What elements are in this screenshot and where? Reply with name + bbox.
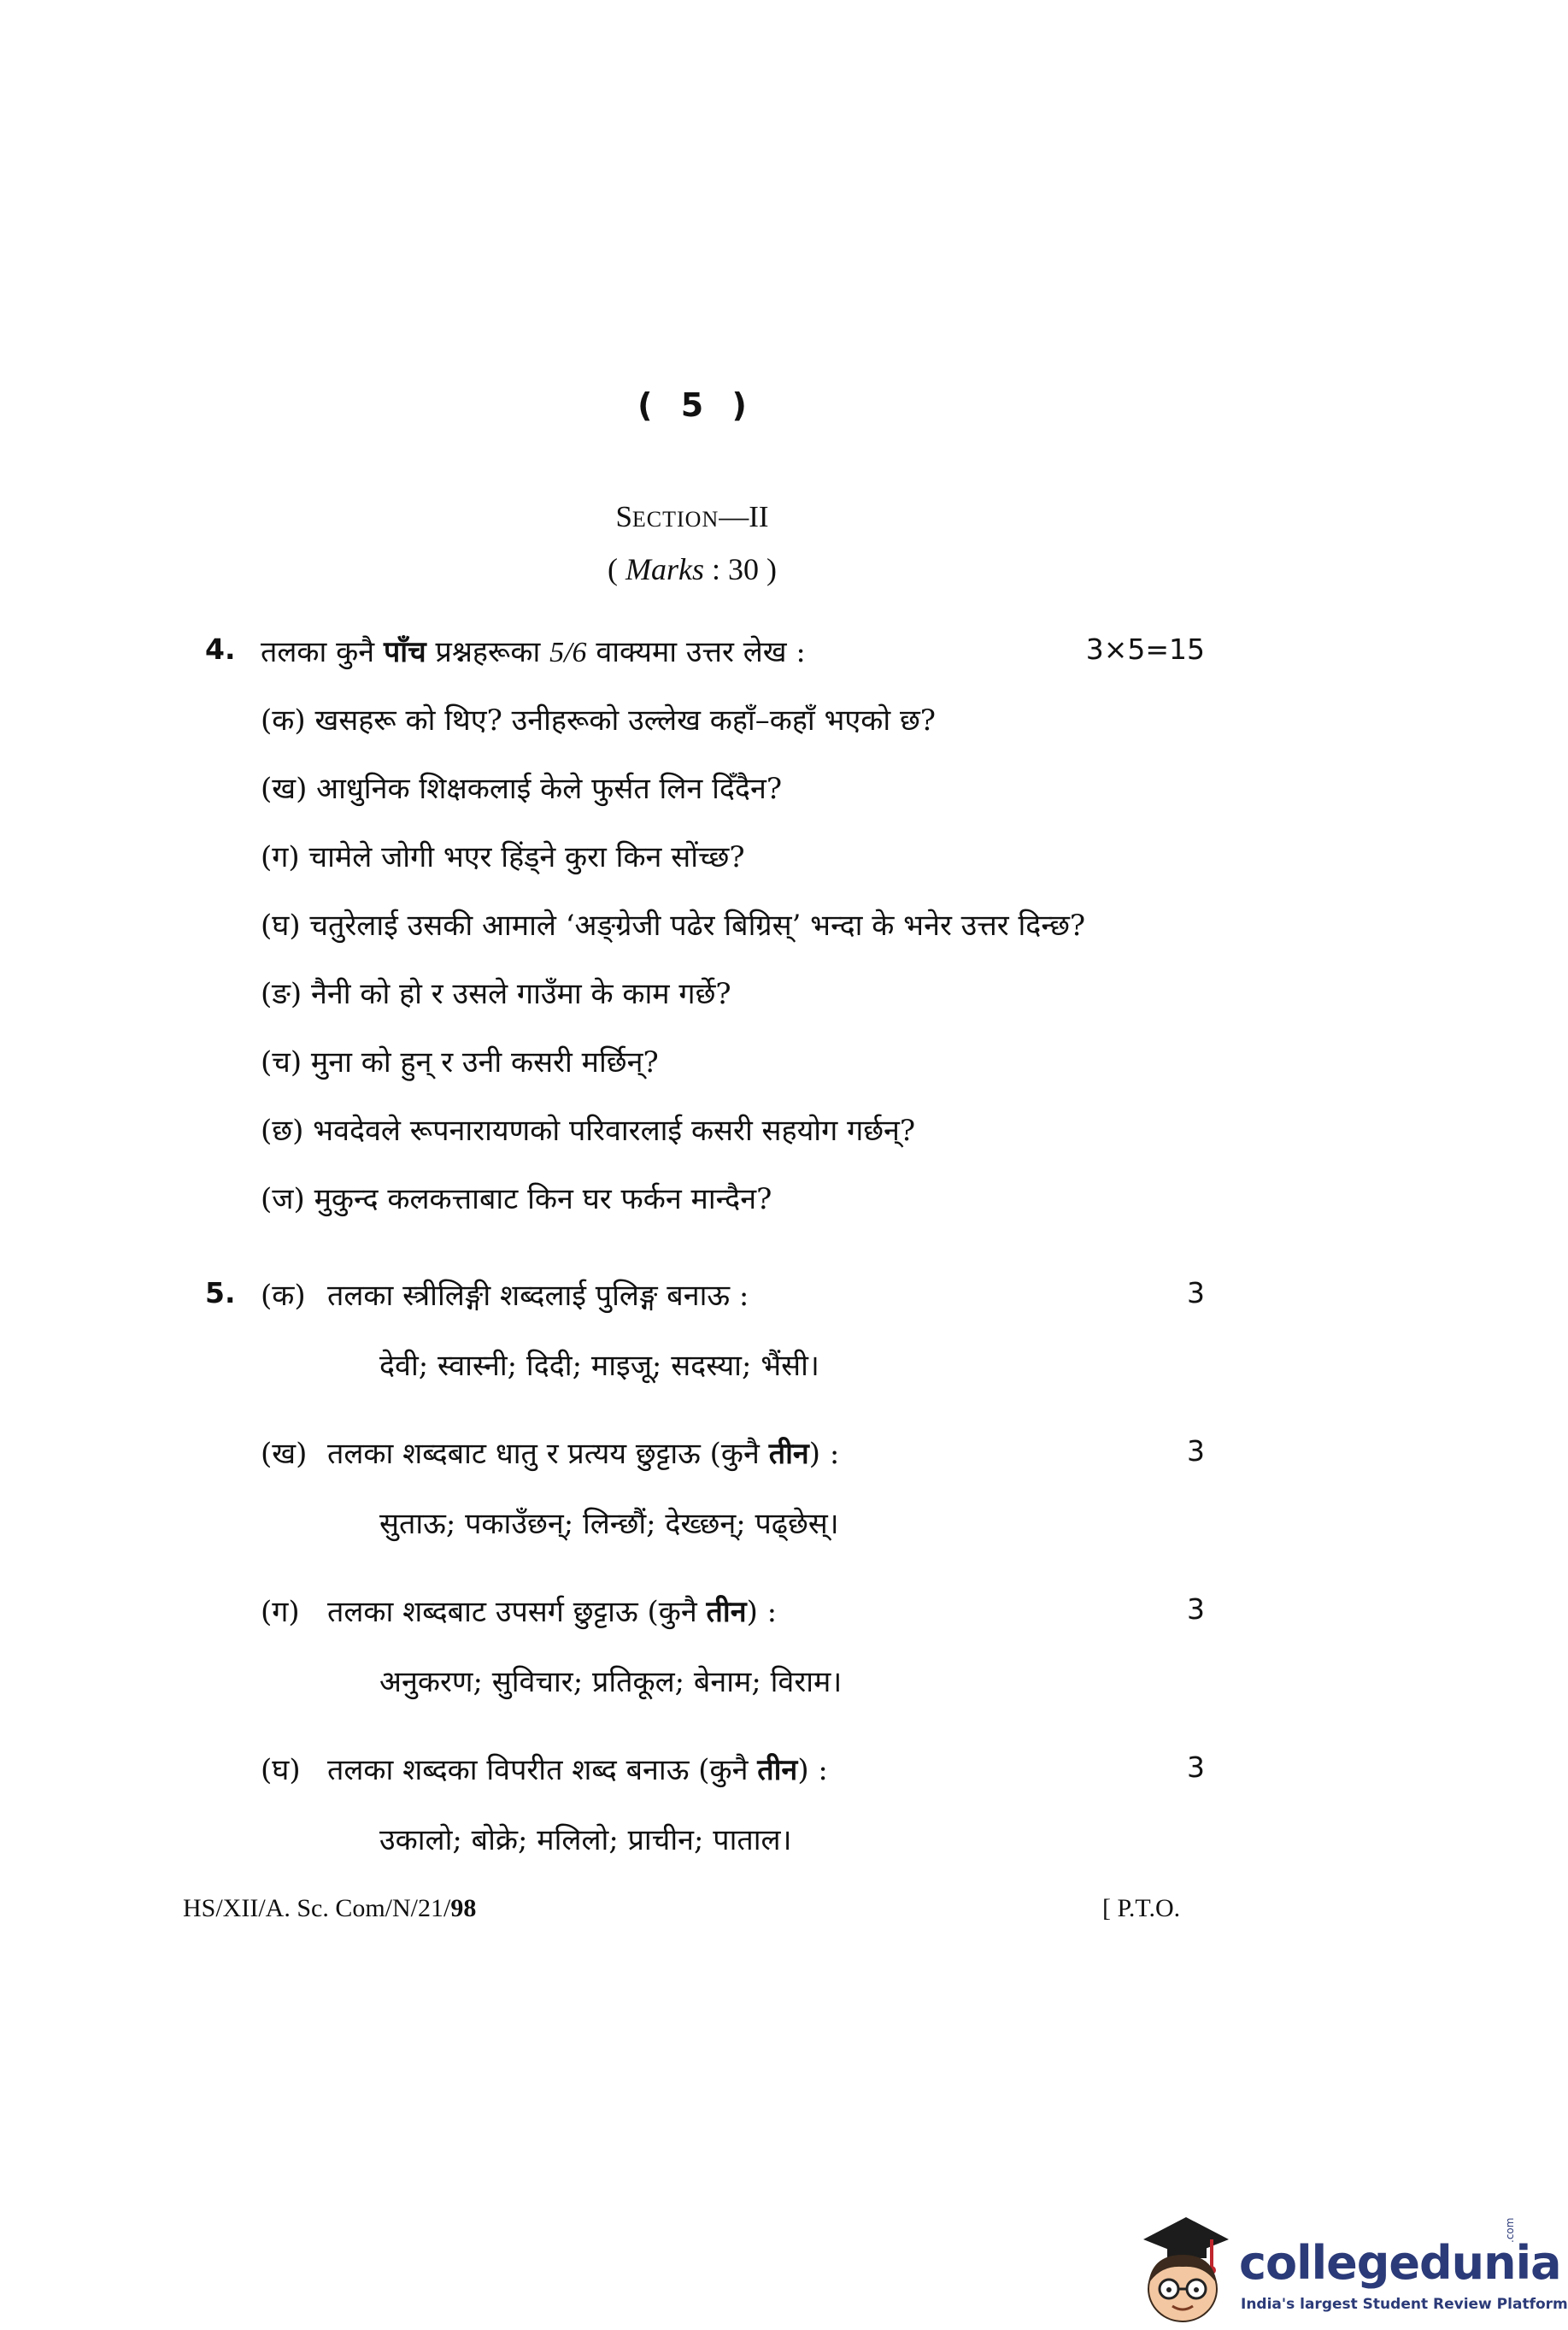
question-5b-marks: 3	[1187, 1434, 1205, 1468]
question-4-item: (ज) मुकुन्द कलकत्ताबाट किन घर फर्कन मान्दैन?	[261, 1182, 772, 1216]
student-mascot-icon	[1126, 2205, 1237, 2325]
question-4-item: (क) खसहरू को थिए? उनीहरूको उल्लेख कहाँ–कहाँ भएको छ?	[261, 703, 937, 738]
question-4-instruction: तलका कुनै पाँच प्रश्नहरूका 5/6 वाक्यमा उत्तर लेख :	[261, 635, 806, 669]
question-4-item: (ख) आधुनिक शिक्षकलाई केले फुर्सत लिन दिँदैन?	[261, 772, 783, 806]
question-5b-label: (ख)	[261, 1437, 308, 1471]
question-5a-instruction: तलका स्त्रीलिङ्गी शब्दलाई पुलिङ्ग बनाऊ :	[327, 1279, 749, 1313]
pto-label: [ P.T.O.	[1102, 1894, 1181, 1922]
question-4-item: (ग) चामेले जोगी भएर हिंड्ने कुरा किन सोंच्छ?	[261, 840, 745, 874]
question-5a-marks: 3	[1187, 1276, 1205, 1309]
question-5c-label: (ग)	[261, 1595, 300, 1629]
brand-tagline: India's largest Student Review Platform	[1241, 2296, 1568, 2313]
brand-domain: .com	[1504, 2217, 1516, 2243]
question-5d-words: उकालो; बोक्रे; मलिलो; प्राचीन; पाताल।	[379, 1823, 792, 1857]
section-marks: ( Marks : 30 )	[608, 552, 777, 586]
collegedunia-logo	[1126, 2205, 1568, 2325]
question-5c-marks: 3	[1187, 1592, 1205, 1626]
question-5-number: 5.	[205, 1276, 236, 1309]
question-5b-words: सुताऊ; पकाउँछन्; लिन्छौं; देख्छन्; पढ्छेस्।	[379, 1507, 839, 1541]
question-5c-instruction: तलका शब्दबाट उपसर्ग छुट्टाऊ (कुनै तीन) :	[327, 1595, 778, 1629]
paper-code: HS/XII/A. Sc. Com/N/21/98	[183, 1894, 477, 1922]
question-5a-label: (क)	[261, 1279, 306, 1313]
question-5a-words: देवी; स्वास्नी; दिदी; माइजू; सदस्या; भैंसी।	[379, 1349, 819, 1383]
question-5c-words: अनुकरण; सुविचार; प्रतिकूल; बेनाम; विराम।	[379, 1665, 843, 1699]
question-4-marks: 3×5=15	[1085, 633, 1205, 666]
question-4-item: (छ) भवदेवले रूपनारायणको परिवारलाई कसरी सहयोग गर्छन्?	[261, 1114, 916, 1148]
question-4-item: (च) मुना को हुन् र उनी कसरी मर्छिन्?	[261, 1045, 659, 1080]
question-5d-marks: 3	[1187, 1750, 1205, 1784]
question-5b-instruction: तलका शब्दबाट धातु र प्रत्यय छुट्टाऊ (कुनै तीन) :	[327, 1437, 840, 1471]
page-number: ( 5 )	[637, 386, 755, 424]
question-5d-instruction: तलका शब्दका विपरीत शब्द बनाऊ (कुनै तीन) :	[327, 1753, 828, 1787]
question-4-item: (ङ) नैनी को हो र उसले गाउँमा के काम गर्छे?	[261, 977, 731, 1011]
question-5d-label: (घ)	[261, 1753, 301, 1787]
question-4-item: (घ) चतुरेलाई उसकी आमाले ‘अङ्ग्रेजी पढेर बिग्रिस्’ भन्दा के भनेर उत्तर दिन्छ?	[261, 909, 1086, 943]
question-4-number: 4.	[205, 633, 236, 666]
section-title: SECTION—II	[615, 500, 769, 533]
brand-name: collegedunia	[1239, 2236, 1561, 2290]
